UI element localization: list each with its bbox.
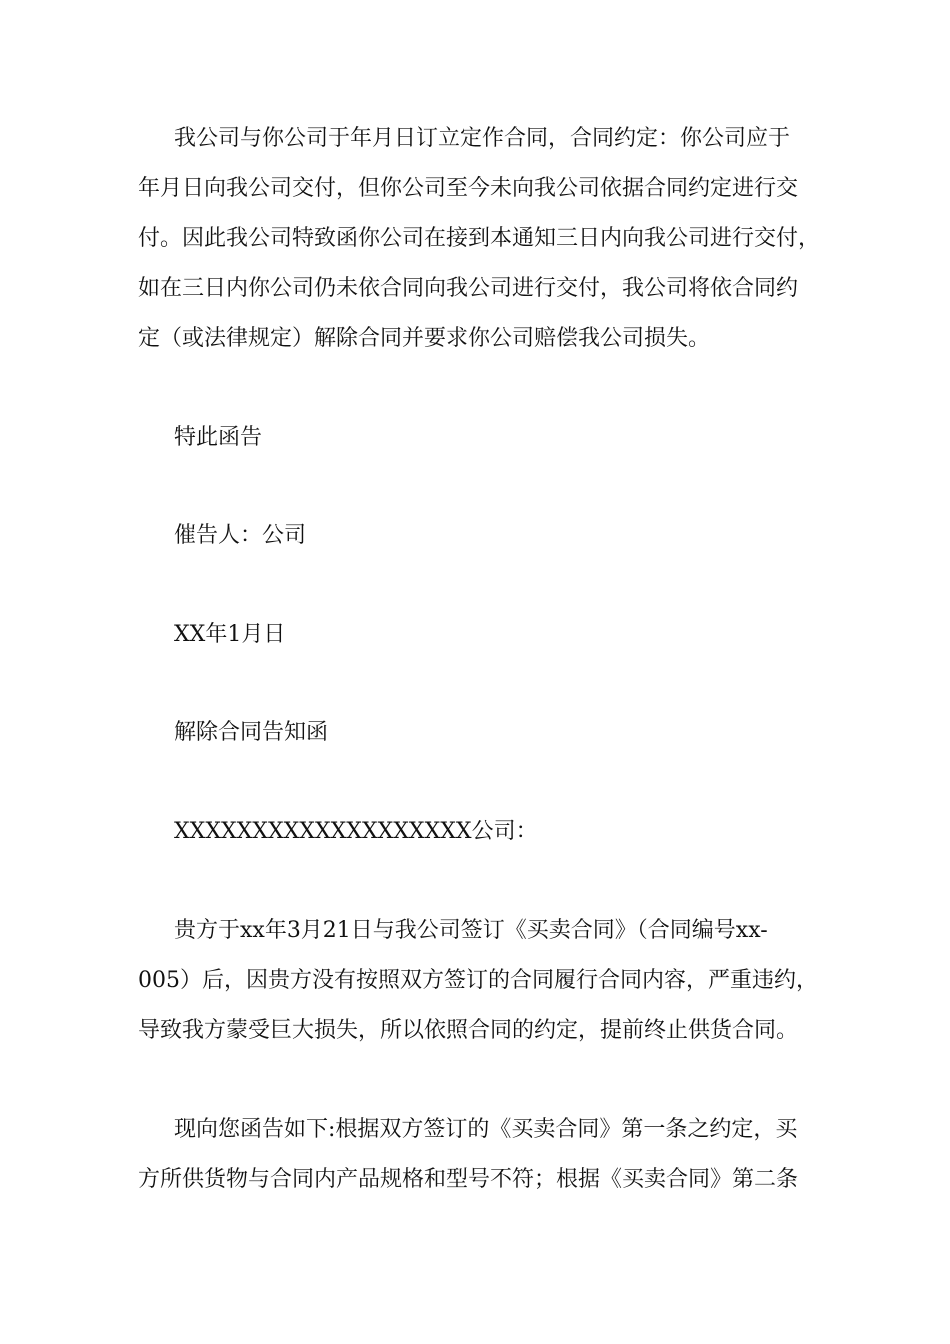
letter-title: 解除合同告知函 — [174, 720, 329, 745]
paragraph-line: 现向您函告如下:根据双方签订的《买卖合同》第一条之约定，买 — [174, 1117, 798, 1142]
paragraph-line: 方所供货物与合同内产品规格和型号不符；根据《买卖合同》第二条 — [138, 1167, 799, 1192]
letter-date: XX年1月日 — [174, 622, 286, 647]
recipient-line: XXXXXXXXXXXXXXXXXXX公司： — [174, 819, 538, 844]
paragraph-line: 005）后，因贵方没有按照双方签订的合同履行合同内容，严重违约， — [138, 968, 818, 993]
paragraph-line: 年月日向我公司交付，但你公司至今未向我公司依据合同约定进行交 — [138, 176, 799, 201]
paragraph-line: 贵方于xx年3月21日与我公司签订《买卖合同》（合同编号xx- — [174, 918, 768, 943]
closing-text: 特此函告 — [174, 425, 263, 450]
notifier-signature: 催告人：公司 — [174, 523, 307, 548]
paragraph-line: 如在三日内你公司仍未依合同向我公司进行交付，我公司将依合同约 — [138, 276, 799, 301]
paragraph-line: 付。因此我公司特致函你公司在接到本通知三日内向我公司进行交付， — [138, 226, 821, 251]
paragraph-line: 导致我方蒙受巨大损失，所以依照合同的约定，提前终止供货合同。 — [138, 1018, 799, 1043]
paragraph-line: 我公司与你公司于年月日订立定作合同，合同约定：你公司应于 — [174, 126, 791, 151]
paragraph-line: 定（或法律规定）解除合同并要求你公司赔偿我公司损失。 — [138, 326, 711, 351]
